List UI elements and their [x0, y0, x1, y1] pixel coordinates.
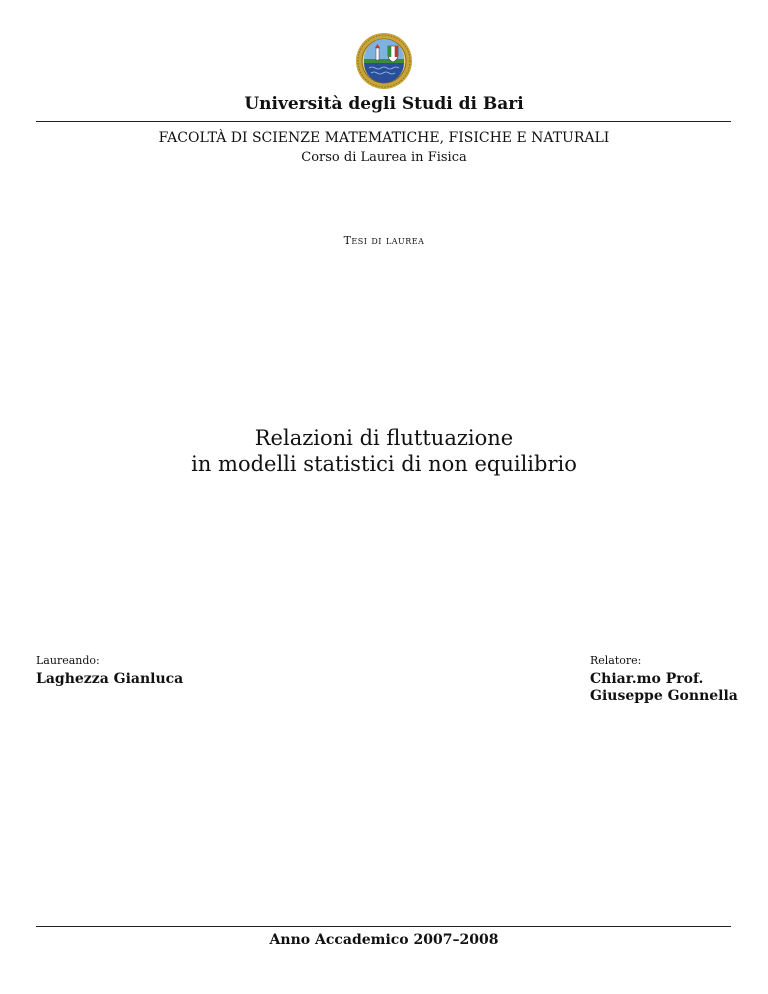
university-seal-icon — [355, 32, 413, 90]
candidate-block — [36, 654, 183, 687]
academic-year: Anno Accademico 2007–2008 — [269, 932, 499, 948]
supervisor-block — [590, 654, 738, 704]
candidate-label: Laureando: — [36, 654, 100, 667]
supervisor-title: Chiar.mo Prof. — [590, 671, 704, 687]
footer-divider — [36, 926, 731, 927]
course-name: Corso di Laurea in Fisica — [301, 150, 467, 165]
thesis-title-line-1: Relazioni di fluttuazione — [254, 426, 514, 450]
thesis-title-line-2: in modelli statistici di non equilibrio — [191, 452, 577, 476]
faculty-name: FACOLTÀ DI SCIENZE MATEMATICHE, FISICHE E NATURALI — [158, 130, 610, 146]
supervisor-label: Relatore: — [590, 654, 642, 667]
header-divider — [36, 121, 731, 122]
supervisor-name: Giuseppe Gonnella — [590, 688, 738, 704]
thesis-type: Tesi di laurea — [343, 234, 425, 247]
candidate-name: Laghezza Gianluca — [36, 671, 184, 687]
university-name: Università degli Studi di Bari — [244, 94, 524, 114]
